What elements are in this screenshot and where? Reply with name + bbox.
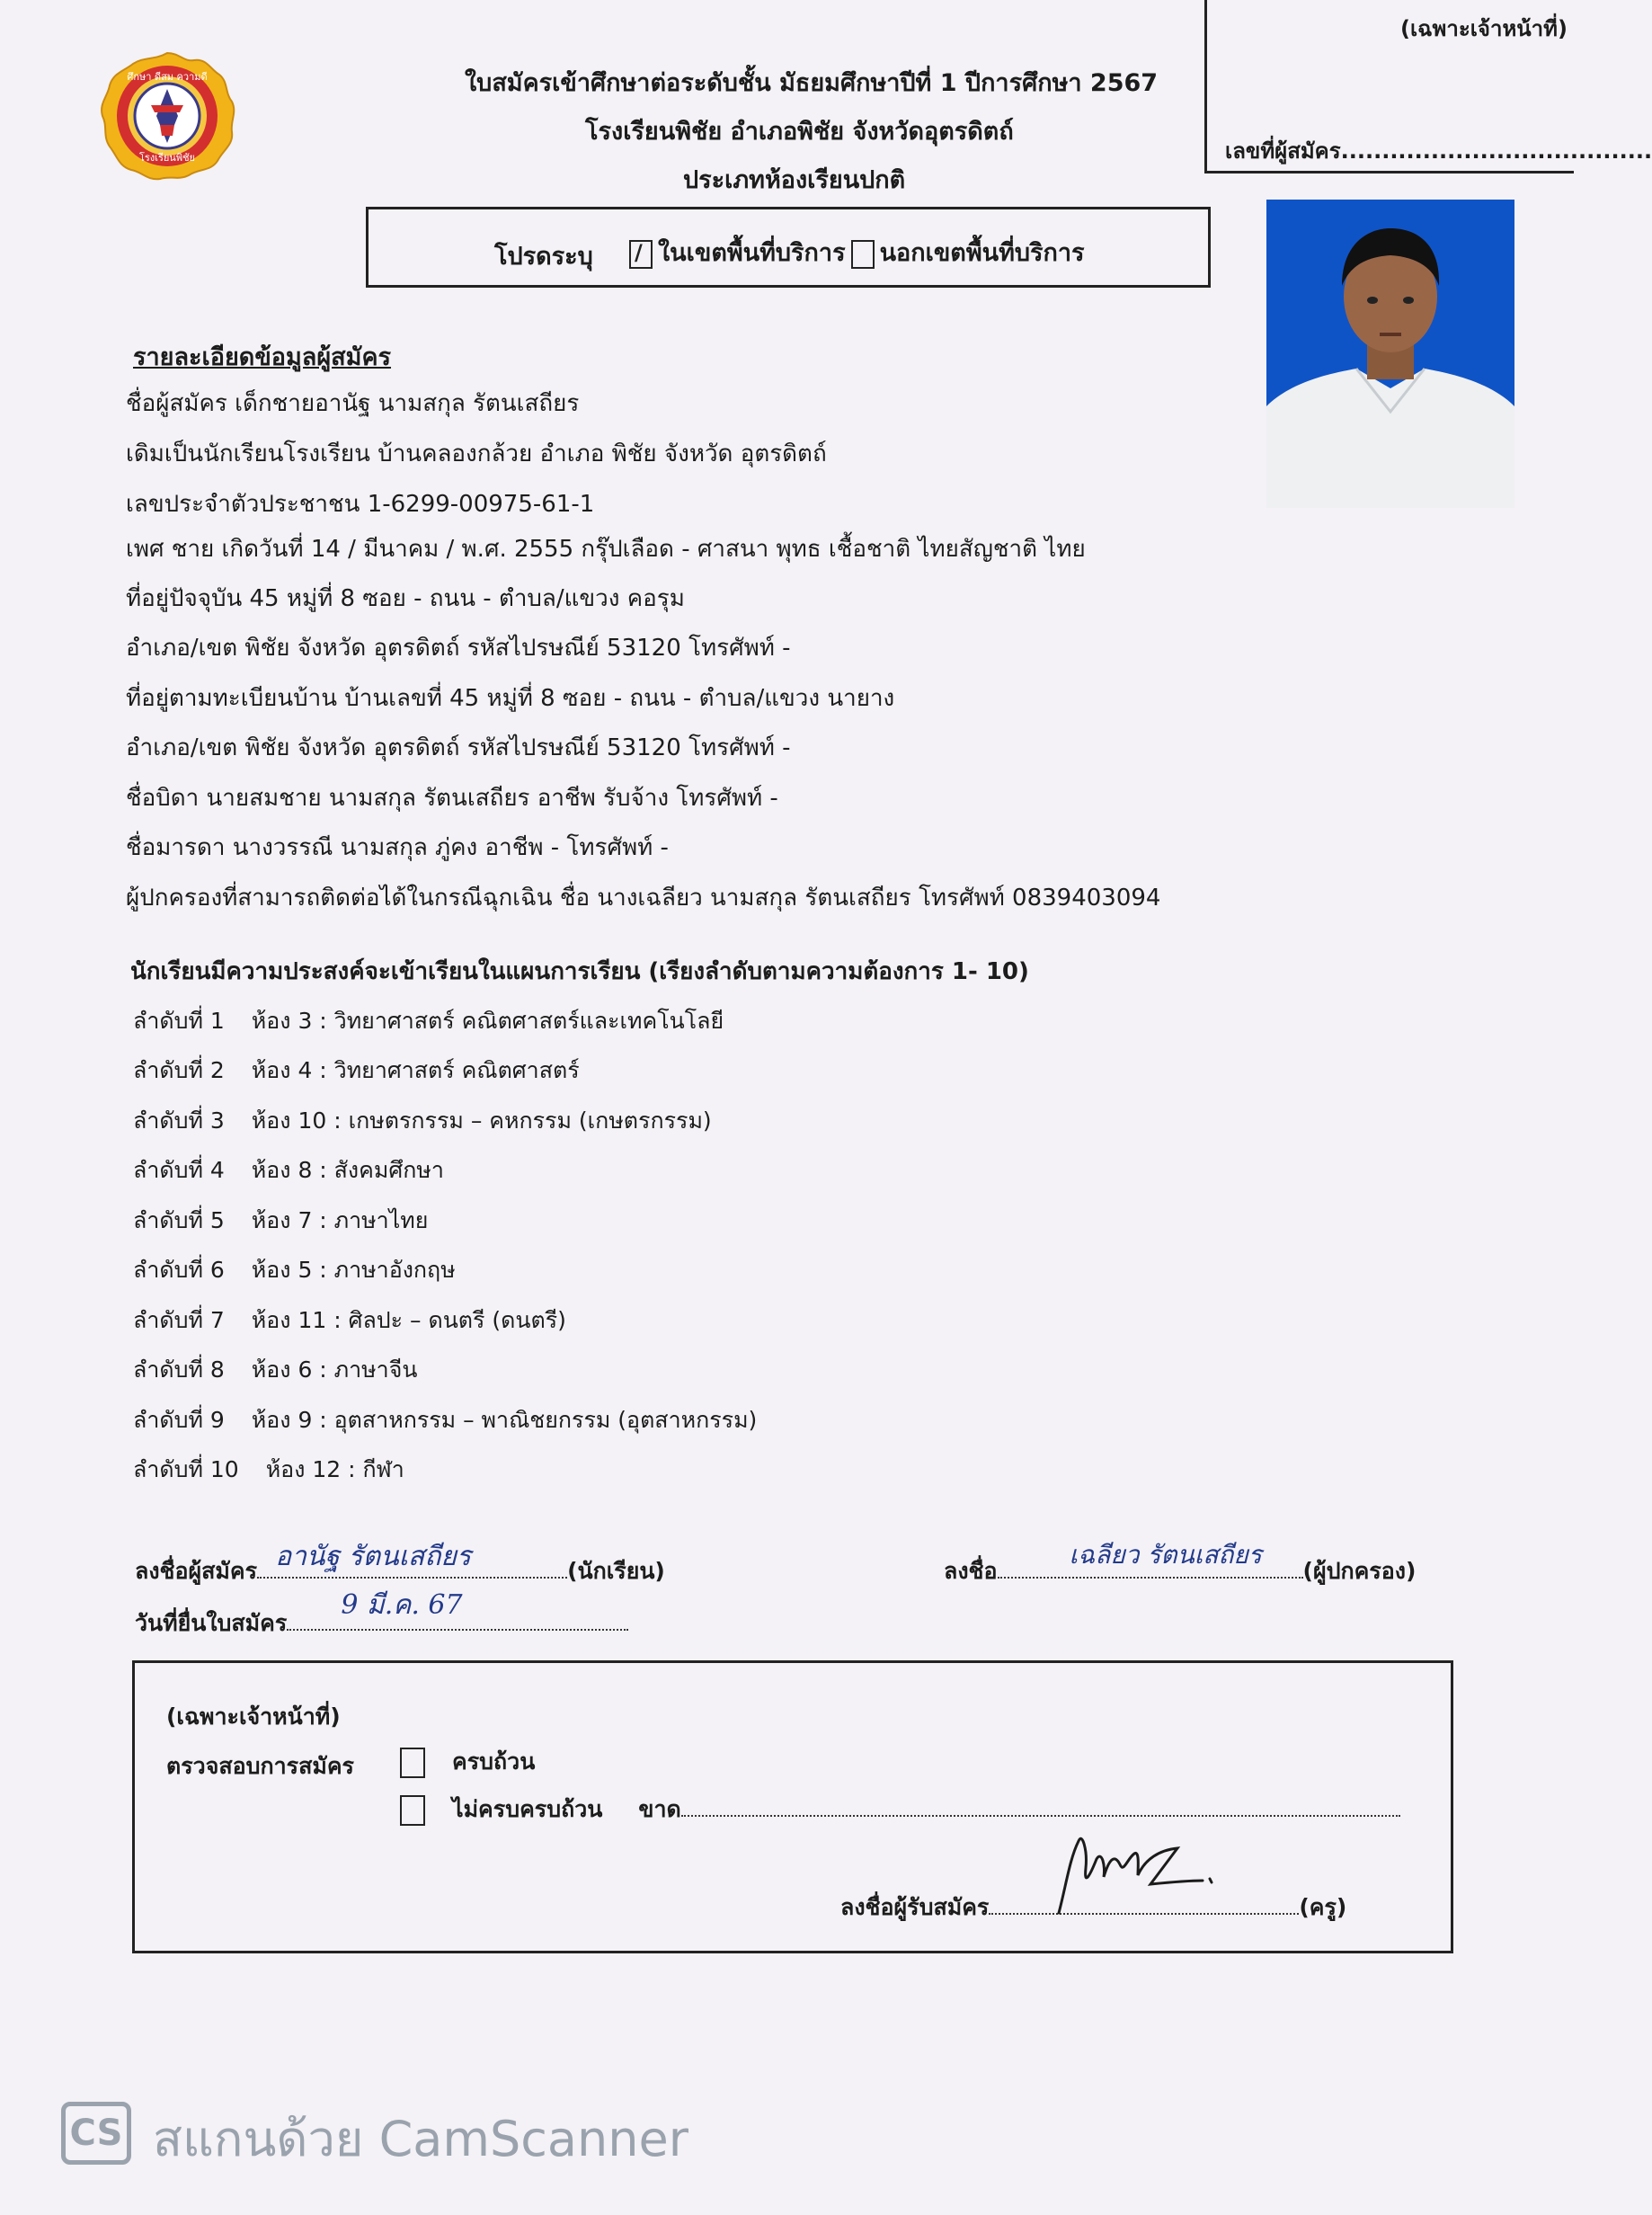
preference-room: ห้อง 8 : สังคมศึกษา	[251, 1157, 444, 1183]
preferences-title: นักเรียนมีความประสงค์จะเข้าเรียนในแผนการเรียน (เรียงลำดับตามความต้องการ 1- 10)	[130, 958, 1029, 985]
preference-room: ห้อง 10 : เกษตรกรรม – คหกรรม (เกษตรกรรม)	[251, 1108, 712, 1134]
out-area-label: นอกเขตพื้นที่บริการ	[879, 239, 1085, 267]
svg-text:ศึกษา ดีสม ความดี: ศึกษา ดีสม ความดี	[127, 71, 208, 83]
classroom-type: ประเภทห้องเรียนปกติ	[683, 166, 906, 194]
school-line: โรงเรียนพิชัย อำเภอพิชัย จังหวัดอุตรดิตถ์	[585, 118, 1014, 146]
detail-line-current-district: อำเภอ/เขต พิชัย จังหวัด อุตรดิตถ์ รหัสไปรษณีย์ 53120 โทรศัพท์ -	[126, 635, 791, 662]
check-mark-icon: /	[635, 239, 643, 265]
preference-item	[133, 1352, 417, 1388]
complete-checkbox[interactable]	[400, 1748, 425, 1778]
preference-rank: ลำดับที่ 4	[133, 1157, 225, 1183]
detail-line-mother: ชื่อมารดา นางวรรณี นามสกุล ภู่คง อาชีพ - โทรศัพท์ -	[126, 834, 669, 861]
detail-line-previous-school: เดิมเป็นนักเรียนโรงเรียน บ้านคลองกล้วย อำเภอ พิชัย จังหวัด อุตรดิตถ์	[126, 440, 827, 467]
in-area-checkbox[interactable]	[629, 240, 653, 269]
submission-date-label: วันที่ยื่นใบสมัคร	[135, 1610, 288, 1636]
preference-item	[133, 1003, 724, 1039]
incomplete-label: ไม่ครบครบถ้วน	[452, 1796, 603, 1822]
details-section-title: รายละเอียดข้อมูลผู้สมัคร	[133, 343, 392, 371]
preference-room: ห้อง 12 : กีฬา	[265, 1456, 404, 1482]
preference-item	[133, 1152, 444, 1188]
out-area-checkbox[interactable]	[851, 240, 875, 269]
preference-rank: ลำดับที่ 5	[133, 1207, 225, 1233]
preference-item	[133, 1303, 566, 1339]
camscanner-logo: CS	[61, 2102, 131, 2165]
school-seal-logo	[97, 49, 237, 182]
guardian-signature-row	[944, 1540, 1417, 1589]
preference-item	[133, 1452, 404, 1488]
incomplete-option	[400, 1792, 1400, 1828]
service-area-prompt: โปรดระบุ	[494, 243, 593, 271]
office-use-header: (เฉพาะเจ้าหน้าที่)	[1400, 16, 1568, 41]
preference-room: ห้อง 7 : ภาษาไทย	[251, 1207, 429, 1233]
detail-line-guardian: ผู้ปกครองที่สามารถติดต่อได้ในกรณีฉุกเฉิน ชื่อ นางเฉลียว นามสกุล รัตนเสถียร โทรศัพท์ 0839403094	[126, 885, 1161, 912]
detail-line-registered-district: อำเภอ/เขต พิชัย จังหวัด อุตรดิตถ์ รหัสไปรษณีย์ 53120 โทรศัพท์ -	[126, 734, 791, 761]
preference-rank: ลำดับที่ 3	[133, 1108, 225, 1134]
preference-room: ห้อง 11 : ศิลปะ – ดนตรี (ดนตรี)	[251, 1307, 566, 1333]
receiver-signature-suffix: (ครู)	[1299, 1894, 1347, 1920]
guardian-signature-label: ลงชื่อ	[944, 1558, 998, 1584]
submission-date-row	[135, 1589, 628, 1641]
preference-room: ห้อง 9 : อุตสาหกรรม – พาณิชยกรรม (อุตสาหกรรม)	[251, 1407, 758, 1433]
complete-label: ครบถ้วน	[452, 1748, 536, 1775]
preference-room: ห้อง 3 : วิทยาศาสตร์ คณิตศาสตร์และเทคโนโลยี	[251, 1008, 724, 1034]
applicant-number-field: เลขที่ผู้สมัคร......................................	[1225, 138, 1652, 164]
submission-date-value: 9 มี.ค. 67	[341, 1589, 463, 1621]
detail-line-registered-address: ที่อยู่ตามทะเบียนบ้าน บ้านเลขที่ 45 หมู่ที่ 8 ซอย - ถนน - ตำบล/แขวง นายาง	[126, 685, 895, 712]
preference-rank: ลำดับที่ 7	[133, 1307, 225, 1333]
preference-item	[133, 1252, 456, 1288]
applicant-photo	[1266, 200, 1514, 508]
verification-label: ตรวจสอบการสมัคร	[166, 1753, 354, 1779]
svg-text:โรงเรียนพิชัย: โรงเรียนพิชัย	[139, 152, 195, 164]
preference-rank: ลำดับที่ 6	[133, 1257, 225, 1283]
guardian-signature-suffix: (ผู้ปกครอง)	[1302, 1558, 1417, 1584]
staff-box-header: (เฉพาะเจ้าหน้าที่)	[166, 1704, 341, 1730]
camscanner-watermark-text: สแกนด้วย CamScanner	[153, 2111, 688, 2167]
receiver-signature	[1052, 1823, 1231, 1922]
preference-rank: ลำดับที่ 1	[133, 1008, 225, 1034]
preference-rank: ลำดับที่ 9	[133, 1407, 225, 1433]
missing-label: ขาด	[638, 1796, 681, 1822]
in-area-label: ในเขตพื้นที่บริการ	[658, 239, 846, 267]
applicant-signature-suffix: (นักเรียน)	[567, 1558, 665, 1584]
receiver-signature-label: ลงชื่อผู้รับสมัคร	[840, 1894, 990, 1920]
applicant-signature: อานัฐ รัตนเสถียร	[275, 1541, 472, 1572]
preference-room: ห้อง 4 : วิทยาศาสตร์ คณิตศาสตร์	[251, 1057, 580, 1083]
service-area-box	[366, 207, 1211, 288]
preference-item	[133, 1402, 757, 1438]
detail-line-current-address: ที่อยู่ปัจจุบัน 45 หมู่ที่ 8 ซอย - ถนน - ตำบล/แขวง คอรุม	[126, 585, 685, 612]
preference-room: ห้อง 6 : ภาษาจีน	[251, 1357, 418, 1383]
guardian-signature: เฉลียว รัตนเสถียร	[1069, 1540, 1262, 1570]
preference-rank: ลำดับที่ 10	[133, 1456, 239, 1482]
staff-verification-box	[132, 1660, 1453, 1953]
office-use-box	[1204, 0, 1652, 173]
applicant-signature-label: ลงชื่อผู้สมัคร	[135, 1558, 258, 1584]
detail-line-father: ชื่อบิดา นายสมชาย นามสกุล รัตนเสถียร อาชีพ รับจ้าง โทรศัพท์ -	[126, 785, 778, 812]
preference-item	[133, 1103, 712, 1139]
complete-option	[400, 1744, 535, 1780]
preference-item	[133, 1053, 580, 1089]
incomplete-checkbox[interactable]	[400, 1795, 425, 1826]
detail-line-id-number: เลขประจำตัวประชาชน 1-6299-00975-61-1	[126, 491, 595, 518]
preference-rank: ลำดับที่ 8	[133, 1357, 225, 1383]
preference-room: ห้อง 5 : ภาษาอังกฤษ	[251, 1257, 456, 1283]
form-title: ใบสมัครเข้าศึกษาต่อระดับชั้น มัธยมศึกษาปีที่ 1 ปีการศึกษา 2567	[465, 69, 1159, 97]
receiver-signature-row	[840, 1890, 1346, 1926]
preference-item	[133, 1203, 428, 1239]
preference-rank: ลำดับที่ 2	[133, 1057, 225, 1083]
detail-line-personal: เพศ ชาย เกิดวันที่ 14 / มีนาคม / พ.ศ. 2555 กรุ๊ปเลือด - ศาสนา พุทธ เชื้อชาติ ไทยสัญชาติ ไทย	[126, 536, 1086, 563]
detail-line-name: ชื่อผู้สมัคร เด็กชายอานัฐ นามสกุล รัตนเสถียร	[126, 390, 580, 417]
